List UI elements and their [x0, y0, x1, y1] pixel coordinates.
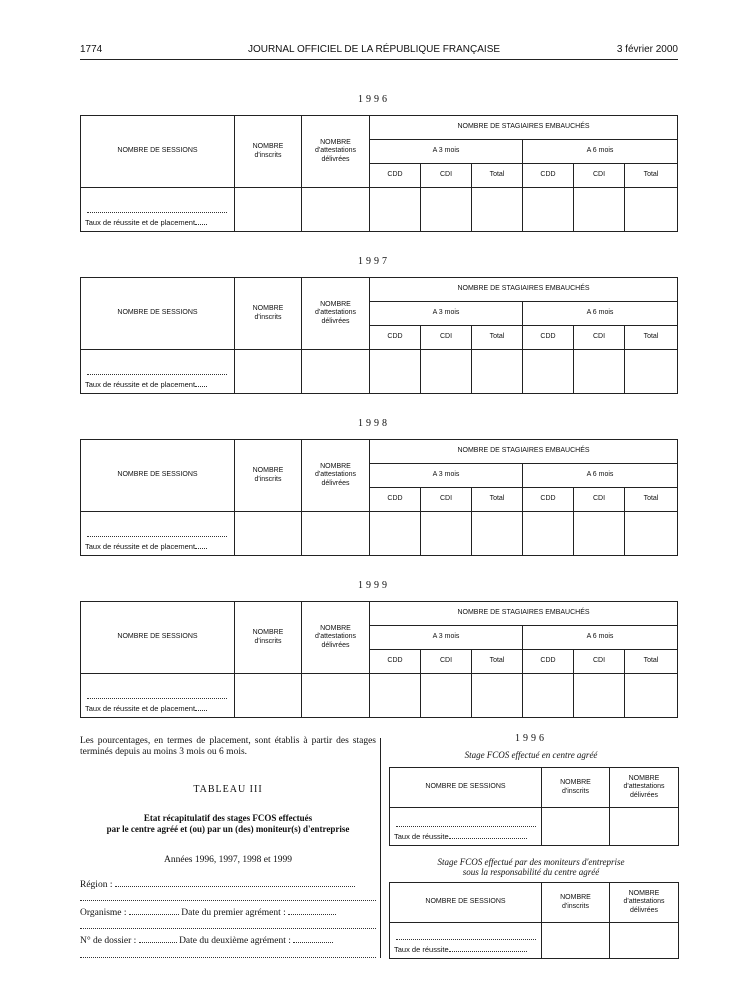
inscrits-cell[interactable] [542, 923, 610, 959]
embauches-header: NOMBRE DE STAGIAIRES EMBAUCHÉS [370, 116, 678, 140]
cdd-3-cell[interactable] [370, 350, 421, 394]
placement-note: Les pourcentages, en termes de placement, sont établis à partir des stages terminés depuis au moins 3 mois ou 6 mois. [80, 736, 376, 757]
total-header: Total [625, 488, 678, 512]
total-6-cell[interactable] [625, 512, 678, 556]
attestations-cell[interactable] [610, 808, 679, 846]
embauches-header: NOMBRE DE STAGIAIRES EMBAUCHÉS [370, 602, 678, 626]
attestations-cell[interactable] [302, 188, 370, 232]
cdd-6-cell[interactable] [523, 350, 574, 394]
cdi-6-cell[interactable] [574, 674, 625, 718]
cdd-6-cell[interactable] [523, 674, 574, 718]
inscrits-cell[interactable] [235, 512, 302, 556]
cdd-header: CDD [523, 326, 574, 350]
organisme-line-2 [80, 928, 376, 929]
year-table-1998 [80, 439, 678, 556]
a3-mois-header: A 3 mois [370, 140, 523, 164]
a6-mois-header: A 6 mois [523, 302, 678, 326]
sessions-header: NOMBRE DE SESSIONS [81, 116, 235, 188]
inscrits-cell[interactable] [235, 188, 302, 232]
a3-mois-header: A 3 mois [370, 626, 523, 650]
organisme-label: Organisme : [80, 908, 127, 918]
cdi-3-cell[interactable] [421, 512, 472, 556]
attestations-cell[interactable] [302, 512, 370, 556]
cdi-header: CDI [421, 650, 472, 674]
cdd-3-cell[interactable] [370, 674, 421, 718]
cdi-header: CDI [574, 326, 625, 350]
sessions-header: NOMBRE DE SESSIONS [390, 768, 542, 808]
header-rule [80, 59, 678, 60]
year-title: 1999 [358, 580, 390, 591]
inscrits-header: NOMBRE d'inscrits [235, 116, 302, 188]
total-header: Total [472, 488, 523, 512]
cdi-6-cell[interactable] [574, 350, 625, 394]
total-3-cell[interactable] [472, 350, 523, 394]
right-year: 1996 [515, 733, 547, 744]
total-header: Total [472, 326, 523, 350]
inscrits-header: NOMBRE d'inscrits [542, 768, 610, 808]
cdd-header: CDD [370, 488, 421, 512]
organisme-field[interactable] [80, 908, 376, 918]
embauches-header: NOMBRE DE STAGIAIRES EMBAUCHÉS [370, 440, 678, 464]
cdd-header: CDD [523, 164, 574, 188]
inscrits-cell[interactable] [235, 674, 302, 718]
total-header: Total [625, 164, 678, 188]
cdi-3-cell[interactable] [421, 188, 472, 232]
total-6-cell[interactable] [625, 350, 678, 394]
table-moniteurs [389, 882, 679, 959]
attestations-cell[interactable] [302, 674, 370, 718]
tableau-subtitle-1: Etat récapitulatif des stages FCOS effectués [143, 813, 313, 823]
region-label: Région : [80, 880, 113, 890]
total-header: Total [472, 164, 523, 188]
sessions-header: NOMBRE DE SESSIONS [81, 440, 235, 512]
attestations-header: NOMBRE d'attestations délivrées [302, 278, 370, 350]
cdi-3-cell[interactable] [421, 350, 472, 394]
caption-centre: Stage FCOS effectué en centre agréé [464, 750, 598, 760]
date-deuxieme-label: Date du deuxième agrément : [179, 936, 291, 946]
cdd-6-cell[interactable] [523, 512, 574, 556]
year-table-1999 [80, 601, 678, 718]
inscrits-header: NOMBRE d'inscrits [235, 602, 302, 674]
cdd-header: CDD [523, 488, 574, 512]
cdi-3-cell[interactable] [421, 674, 472, 718]
inscrits-header: NOMBRE d'inscrits [542, 883, 610, 923]
region-field[interactable] [80, 880, 376, 890]
dossier-field[interactable] [80, 936, 376, 946]
cdi-6-cell[interactable] [574, 512, 625, 556]
journal-title: JOURNAL OFFICIEL DE LA RÉPUBLIQUE FRANÇAISE [247, 44, 501, 55]
annees-line: Années 1996, 1997, 1998 et 1999 [164, 855, 292, 865]
cdi-header: CDI [421, 326, 472, 350]
attestations-cell[interactable] [610, 923, 679, 959]
a3-mois-header: A 3 mois [370, 302, 523, 326]
total-header: Total [472, 650, 523, 674]
attestations-header: NOMBRE d'attestations délivrées [610, 768, 679, 808]
table-centre [389, 767, 679, 846]
sessions-cell[interactable]: Taux de réussite et de placement [81, 350, 235, 394]
tableau-subtitle-2: par le centre agréé et (ou) par un (des) moniteur(s) d'entreprise [106, 824, 350, 834]
year-table-1996 [80, 115, 678, 232]
total-3-cell[interactable] [472, 512, 523, 556]
inscrits-cell[interactable] [542, 808, 610, 846]
date-premier-label: Date du premier agrément : [181, 908, 286, 918]
cdd-header: CDD [370, 650, 421, 674]
inscrits-header: NOMBRE d'inscrits [235, 440, 302, 512]
dossier-label: N° de dossier : [80, 936, 137, 946]
cdd-header: CDD [523, 650, 574, 674]
total-6-cell[interactable] [625, 674, 678, 718]
cdd-header: CDD [370, 326, 421, 350]
year-title: 1997 [358, 256, 390, 267]
issue-date: 3 février 2000 [616, 44, 678, 55]
cdi-6-cell[interactable] [574, 188, 625, 232]
caption-moniteurs-2: sous la responsabilité du centre agréé [462, 867, 600, 877]
sessions-cell[interactable]: Taux de réussite [390, 923, 542, 959]
cdi-header: CDI [421, 164, 472, 188]
caption-moniteurs-1: Stage FCOS effectué par des moniteurs d'entreprise [437, 857, 625, 867]
attestations-cell[interactable] [302, 350, 370, 394]
cdi-header: CDI [574, 164, 625, 188]
a6-mois-header: A 6 mois [523, 140, 678, 164]
year-title: 1998 [358, 418, 390, 429]
total-3-cell[interactable] [472, 674, 523, 718]
attestations-header: NOMBRE d'attestations délivrées [302, 440, 370, 512]
total-header: Total [625, 650, 678, 674]
tableau-title: TABLEAU III [193, 784, 263, 795]
page-number: 1774 [80, 44, 103, 55]
attestations-header: NOMBRE d'attestations délivrées [302, 116, 370, 188]
total-6-cell[interactable] [625, 188, 678, 232]
a6-mois-header: A 6 mois [523, 626, 678, 650]
cdd-header: CDD [370, 164, 421, 188]
total-3-cell[interactable] [472, 188, 523, 232]
sessions-cell[interactable]: Taux de réussite et de placement [81, 188, 235, 232]
attestations-header: NOMBRE d'attestations délivrées [610, 883, 679, 923]
cdi-header: CDI [574, 650, 625, 674]
region-line-2 [80, 900, 376, 901]
column-divider [380, 738, 381, 958]
inscrits-cell[interactable] [235, 350, 302, 394]
cdi-header: CDI [574, 488, 625, 512]
sessions-header: NOMBRE DE SESSIONS [390, 883, 542, 923]
cdd-6-cell[interactable] [523, 188, 574, 232]
a3-mois-header: A 3 mois [370, 464, 523, 488]
total-header: Total [625, 326, 678, 350]
a6-mois-header: A 6 mois [523, 464, 678, 488]
year-table-1997 [80, 277, 678, 394]
sessions-header: NOMBRE DE SESSIONS [81, 278, 235, 350]
year-title: 1996 [358, 94, 390, 105]
sessions-cell[interactable]: Taux de réussite et de placement [81, 512, 235, 556]
sessions-cell[interactable]: Taux de réussite et de placement [81, 674, 235, 718]
sessions-cell[interactable]: Taux de réussite [390, 808, 542, 846]
cdd-3-cell[interactable] [370, 188, 421, 232]
inscrits-header: NOMBRE d'inscrits [235, 278, 302, 350]
attestations-header: NOMBRE d'attestations délivrées [302, 602, 370, 674]
sessions-header: NOMBRE DE SESSIONS [81, 602, 235, 674]
cdd-3-cell[interactable] [370, 512, 421, 556]
dossier-line-2 [80, 957, 376, 958]
embauches-header: NOMBRE DE STAGIAIRES EMBAUCHÉS [370, 278, 678, 302]
cdi-header: CDI [421, 488, 472, 512]
